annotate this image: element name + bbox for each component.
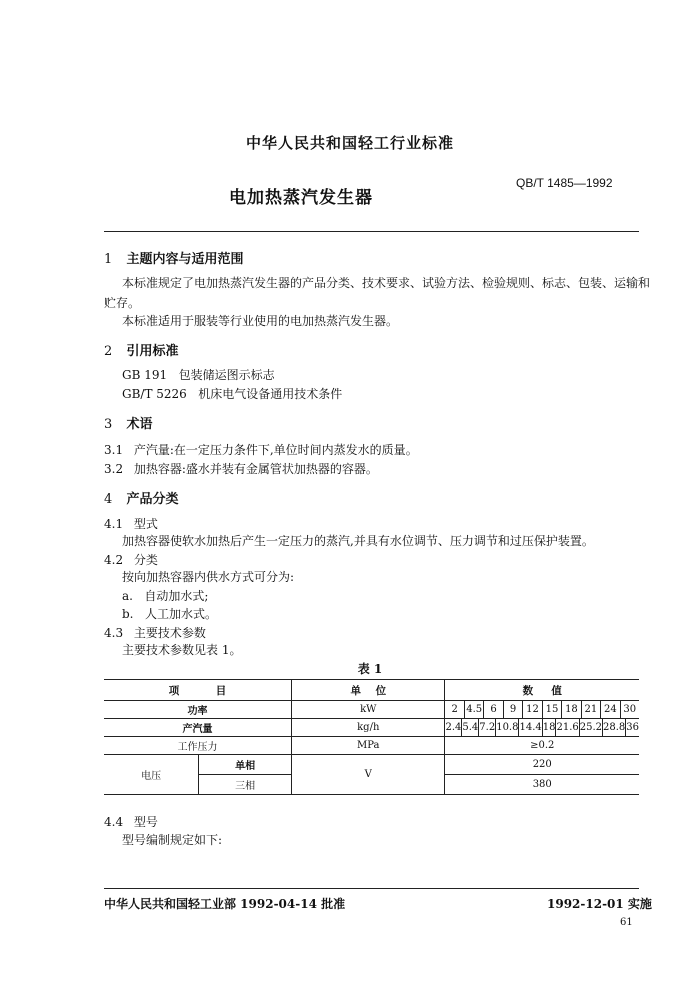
effective-date: 1992-12-01 实施 (547, 897, 652, 911)
term-number: 3.1 (104, 443, 124, 457)
parameters-table (104, 679, 639, 795)
steam-value-cell: 36 (626, 722, 639, 733)
subsection-title: 型号 (133, 815, 158, 829)
power-value-cell: 21 (582, 701, 601, 718)
section-number: 2 (104, 344, 113, 359)
steam-values (445, 719, 639, 737)
header-rule (104, 231, 639, 232)
table-row-voltage-single (104, 755, 639, 775)
power-value-cell: 24 (601, 701, 620, 718)
section-number: 1 (104, 252, 113, 267)
list-item-b: b. 人工加水式。 (122, 607, 217, 621)
term-3-2 (104, 460, 378, 477)
term-text: 产汽量:在一定压力条件下,单位时间内蒸发水的质量。 (133, 443, 418, 457)
document-title: 电加热蒸汽发生器 (229, 188, 373, 208)
subsection-4-2-heading (104, 551, 158, 568)
power-values-grid (445, 701, 639, 718)
standard-title: 中华人民共和国轻工行业标准 (245, 134, 454, 152)
pressure-label: 工作压力 (104, 737, 292, 755)
steam-label: 产汽量 (104, 719, 292, 737)
term-3-1 (104, 441, 418, 458)
steam-unit: kg/h (292, 719, 445, 737)
table-header-row (104, 680, 639, 701)
steam-value-cell: 28.8 (603, 719, 626, 736)
reference-gbt5226: GB/T 5226 机床电气设备通用技术条件 (122, 387, 343, 401)
subsection-4-1-text: 加热容器使软水加热后产生一定压力的蒸汽,并具有水位调节、压力调节和过压保护装置。 (122, 534, 594, 548)
section-2-heading (104, 340, 179, 359)
subsection-number: 4.3 (104, 626, 124, 640)
term-number: 3.2 (104, 462, 124, 476)
term-text: 加热容器:盛水并装有金属管状加热器的容器。 (133, 462, 378, 476)
section-title: 产品分类 (126, 492, 179, 507)
subsection-4-4-text: 型号编制规定如下: (122, 833, 223, 847)
power-value-cell: 6 (484, 701, 503, 718)
subsection-title: 型式 (133, 517, 158, 531)
subsection-4-3-heading (104, 624, 206, 641)
header-value: 数 值 (445, 680, 639, 701)
subsection-4-3-text: 主要技术参数见表 1。 (122, 643, 242, 657)
three-phase-label: 三相 (199, 775, 292, 795)
power-value-cell: 12 (523, 701, 542, 718)
table-row-pressure (104, 737, 639, 755)
power-value-cell: 30 (623, 704, 637, 715)
steam-value-cell: 18 (543, 719, 557, 736)
header-item: 项 目 (104, 680, 292, 701)
subsection-number: 4.2 (104, 553, 124, 567)
section-4-heading (104, 488, 179, 507)
voltage-label: 电压 (104, 755, 199, 795)
section-3-heading (104, 413, 153, 432)
pressure-value: ≥0.2 (445, 737, 639, 755)
subsection-4-2-text: 按向加热容器内供水方式可分为: (122, 570, 295, 584)
power-unit: kW (292, 701, 445, 719)
section-title: 术语 (126, 417, 153, 432)
power-value-cell: 4.5 (465, 701, 484, 718)
subsection-4-4-heading (104, 813, 158, 830)
power-value-cell: 9 (504, 701, 523, 718)
subsection-number: 4.4 (104, 815, 124, 829)
document-code: QB/T 1485—1992 (516, 176, 613, 190)
three-phase-value: 380 (445, 775, 639, 795)
power-value-cell: 15 (543, 701, 562, 718)
power-value-cell: 18 (562, 701, 581, 718)
steam-value-cell: 14.4 (519, 719, 542, 736)
steam-value-cell: 5.4 (462, 719, 479, 736)
section-1-paragraph-1: 本标准规定了电加热蒸汽发生器的产品分类、技术要求、试验方法、检验规则、标志、包装、运输和 (122, 276, 651, 290)
subsection-title: 主要技术参数 (133, 626, 206, 640)
table-row-steam (104, 719, 639, 737)
single-phase-label: 单相 (199, 755, 292, 775)
header-unit: 单 位 (292, 680, 445, 701)
list-item-a: a. 自动加水式; (122, 589, 209, 603)
steam-value-cell: 10.8 (496, 719, 519, 736)
power-values (445, 701, 639, 719)
footer-rule (104, 888, 639, 889)
steam-value-cell: 25.2 (580, 719, 603, 736)
section-1-paragraph-1-cont: 贮存。 (104, 296, 141, 310)
steam-values-grid (445, 719, 639, 736)
section-title: 引用标准 (126, 344, 179, 359)
approval-line: 中华人民共和国轻工业部 1992-04-14 批准 (104, 897, 346, 911)
pressure-unit: MPa (292, 737, 445, 755)
reference-gb191: GB 191 包装储运图示标志 (122, 368, 275, 382)
table-caption: 表 1 (357, 662, 383, 676)
section-title: 主题内容与适用范围 (126, 252, 244, 267)
subsection-number: 4.1 (104, 517, 124, 531)
section-number: 4 (104, 492, 113, 507)
voltage-unit: V (292, 755, 445, 795)
steam-value-cell: 7.2 (479, 719, 496, 736)
power-value-cell: 2 (445, 701, 464, 718)
subsection-4-1-heading (104, 515, 158, 532)
section-number: 3 (104, 417, 113, 432)
steam-value-cell: 2.4 (445, 719, 462, 736)
table-row-power (104, 701, 639, 719)
subsection-title: 分类 (133, 553, 158, 567)
power-label: 功率 (104, 701, 292, 719)
section-1-heading (104, 248, 244, 267)
page-number: 61 (620, 917, 633, 928)
section-1-paragraph-2: 本标准适用于服装等行业使用的电加热蒸汽发生器。 (122, 314, 399, 328)
steam-value-cell: 21.6 (556, 719, 579, 736)
single-phase-value: 220 (445, 755, 639, 775)
